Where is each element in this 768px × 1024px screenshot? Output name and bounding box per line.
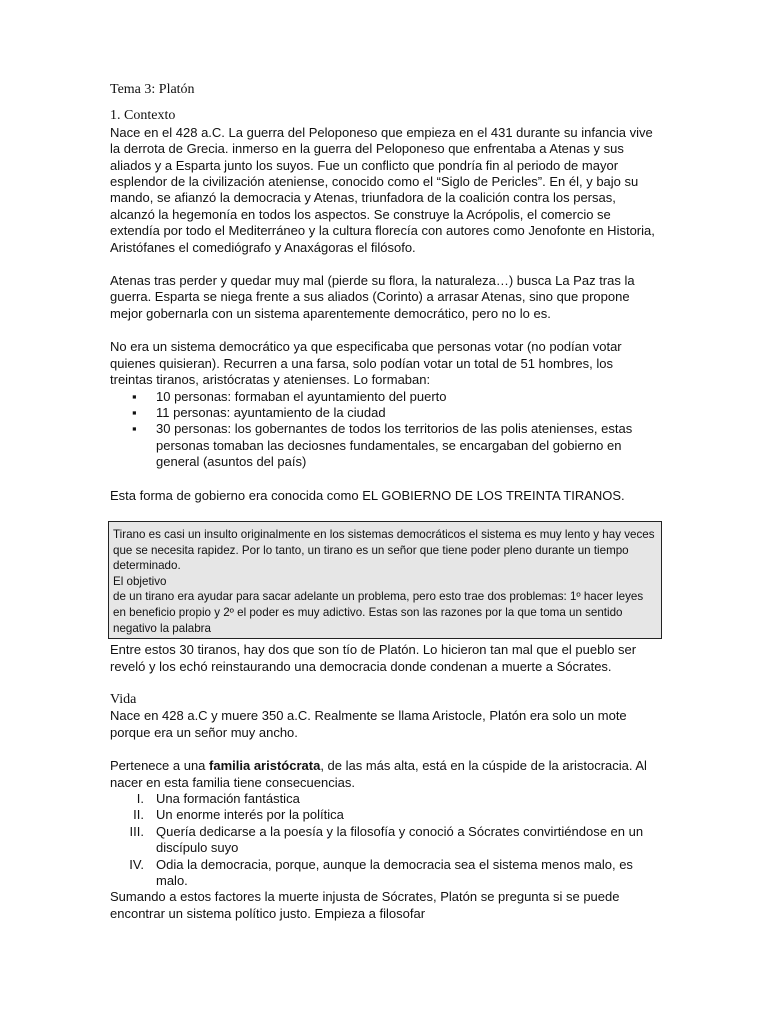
list-item-text: Una formación fantástica xyxy=(156,790,300,806)
list-item xyxy=(129,856,658,890)
roman-list-consequences xyxy=(110,791,658,889)
list-item xyxy=(132,388,658,405)
paragraph-contexto-1: Nace en el 428 a.C. La guerra del Peloponeso que empieza en el 431 durante su infancia vive la derrota de Grecia. inmerso en la guerra del Peloponeso que enfrentaba a Atenas y sus aliados y a Esparta junto los suyos. Fue un conflicto que pondría fin al periodo de mayor esplendor de la civilización ateniense, conocido como el “Siglo de Pericles”. En él, y bajo su mando, se afianzó la democracia y Atenas, triunfadora de la coalición contra los persas, alcanzó la hegemonía en todos los aspectos. Se construye la Acrópolis, el comercio se extendía por todo el Mediterráneo y la cultura florecía con autores como Jenofonte en Historia, Aristófanes el comediógrafo y Anaxágoras el filósofo. xyxy=(110,124,655,255)
list-item-text: Quería dedicarse a la poesía y la filosofía y conoció a Sócrates convirtiéndose en un discípulo suyo xyxy=(156,823,644,856)
callout-text-1: Tirano es casi un insulto originalmente en los sistemas democráticos el sistema es muy lento y hay veces que se necesita rapidez. Por lo tanto, un tirano es un señor que tiene poder pleno durante un tiempo determinado. xyxy=(113,527,655,573)
list-item-text: Un enorme interés por la política xyxy=(156,807,344,823)
roman-marker: IV. xyxy=(129,856,144,872)
section-heading-contexto: 1. Contexto xyxy=(110,108,176,124)
paragraph-vida-2 xyxy=(110,758,658,791)
list-item xyxy=(129,823,658,857)
paragraph-vida-3: Sumando a estos factores la muerte injusta de Sócrates, Platón se pregunta si se puede encontrar un sistema político justo. Empieza a filosofar xyxy=(110,889,620,921)
callout-text-3: de un tirano era ayudar para sacar adelante un problema, pero esto trae dos problemas: 1º hacer leyes en beneficio propio y 2º el poder es muy adictivo. Estas son las razones por la que toma un sentido negativo la palabra xyxy=(113,590,644,635)
callout-text-2: El objetivo xyxy=(113,574,167,588)
list-item-text: 30 personas: los gobernantes de todos los territorios de las polis atenienses, estas personas tomaban las deciosnes fundamentales, se encargaban del gobierno en general (asuntos del país) xyxy=(156,421,633,470)
roman-marker: I. xyxy=(136,790,144,806)
text-run: , de las más alta, está en la cúspide de la aristocracia. Al nacer en esta familia tiene consecuencias. xyxy=(110,758,647,790)
list-item xyxy=(133,807,658,823)
paragraph-contexto-3: No era un sistema democrático ya que especificaba que personas votar (no podían votar quienes quisieran). Recurren a una farsa, solo podían votar un total de 51 hombres, los treintas tiranos, aristócratas y atenienses. Lo formaban: xyxy=(110,339,622,388)
paragraph-contexto-2: Atenas tras perder y quedar muy mal (pierde su flora, la naturaleza…) busca La Paz tras la guerra. Esparta se niega frente a sus aliados (Corinto) a arrasar Atenas, sino que propone mejor gobernarla con un sistema aparentemente democrático, pero no lo es. xyxy=(110,273,635,321)
document-body xyxy=(110,82,658,922)
paragraph-contexto-4: Esta forma de gobierno era conocida como EL GOBIERNO DE LOS TREINTA TIRANOS. xyxy=(110,487,625,503)
bullet-marker: ▪ xyxy=(132,388,137,404)
list-item xyxy=(132,404,658,421)
bold-text-familia: familia aristócrata xyxy=(209,758,321,774)
callout-box-tirano xyxy=(108,521,662,639)
list-item-text: 10 personas: formaban el ayuntamiento del puerto xyxy=(156,388,447,404)
list-item xyxy=(136,790,658,807)
bullet-marker: ▪ xyxy=(132,404,137,420)
list-item-text: 11 personas: ayuntamiento de la ciudad xyxy=(156,404,386,420)
roman-marker: II. xyxy=(133,807,144,823)
section-heading-vida: Vida xyxy=(110,691,137,707)
list-item-text: Odia la democracia, porque, aunque la democracia sea el sistema menos malo, es malo. xyxy=(156,856,633,888)
document-title: Tema 3: Platón xyxy=(110,82,195,97)
bullet-list-composition xyxy=(110,389,658,471)
paragraph-vida-1: Nace en 428 a.C y muere 350 a.C. Realmente se llama Aristocle, Platón era solo un mote porque era un señor muy ancho. xyxy=(110,708,627,740)
text-run: Pertenece a una xyxy=(110,758,210,774)
paragraph-contexto-5: Entre estos 30 tiranos, hay dos que son tío de Platón. Lo hicieron tan mal que el pueblo ser reveló y los echó reinstaurando una democracia donde condenan a muerte a Sócrates. xyxy=(110,642,637,674)
list-item xyxy=(132,421,658,470)
bullet-marker: ▪ xyxy=(132,421,137,437)
roman-marker: III. xyxy=(129,823,144,839)
